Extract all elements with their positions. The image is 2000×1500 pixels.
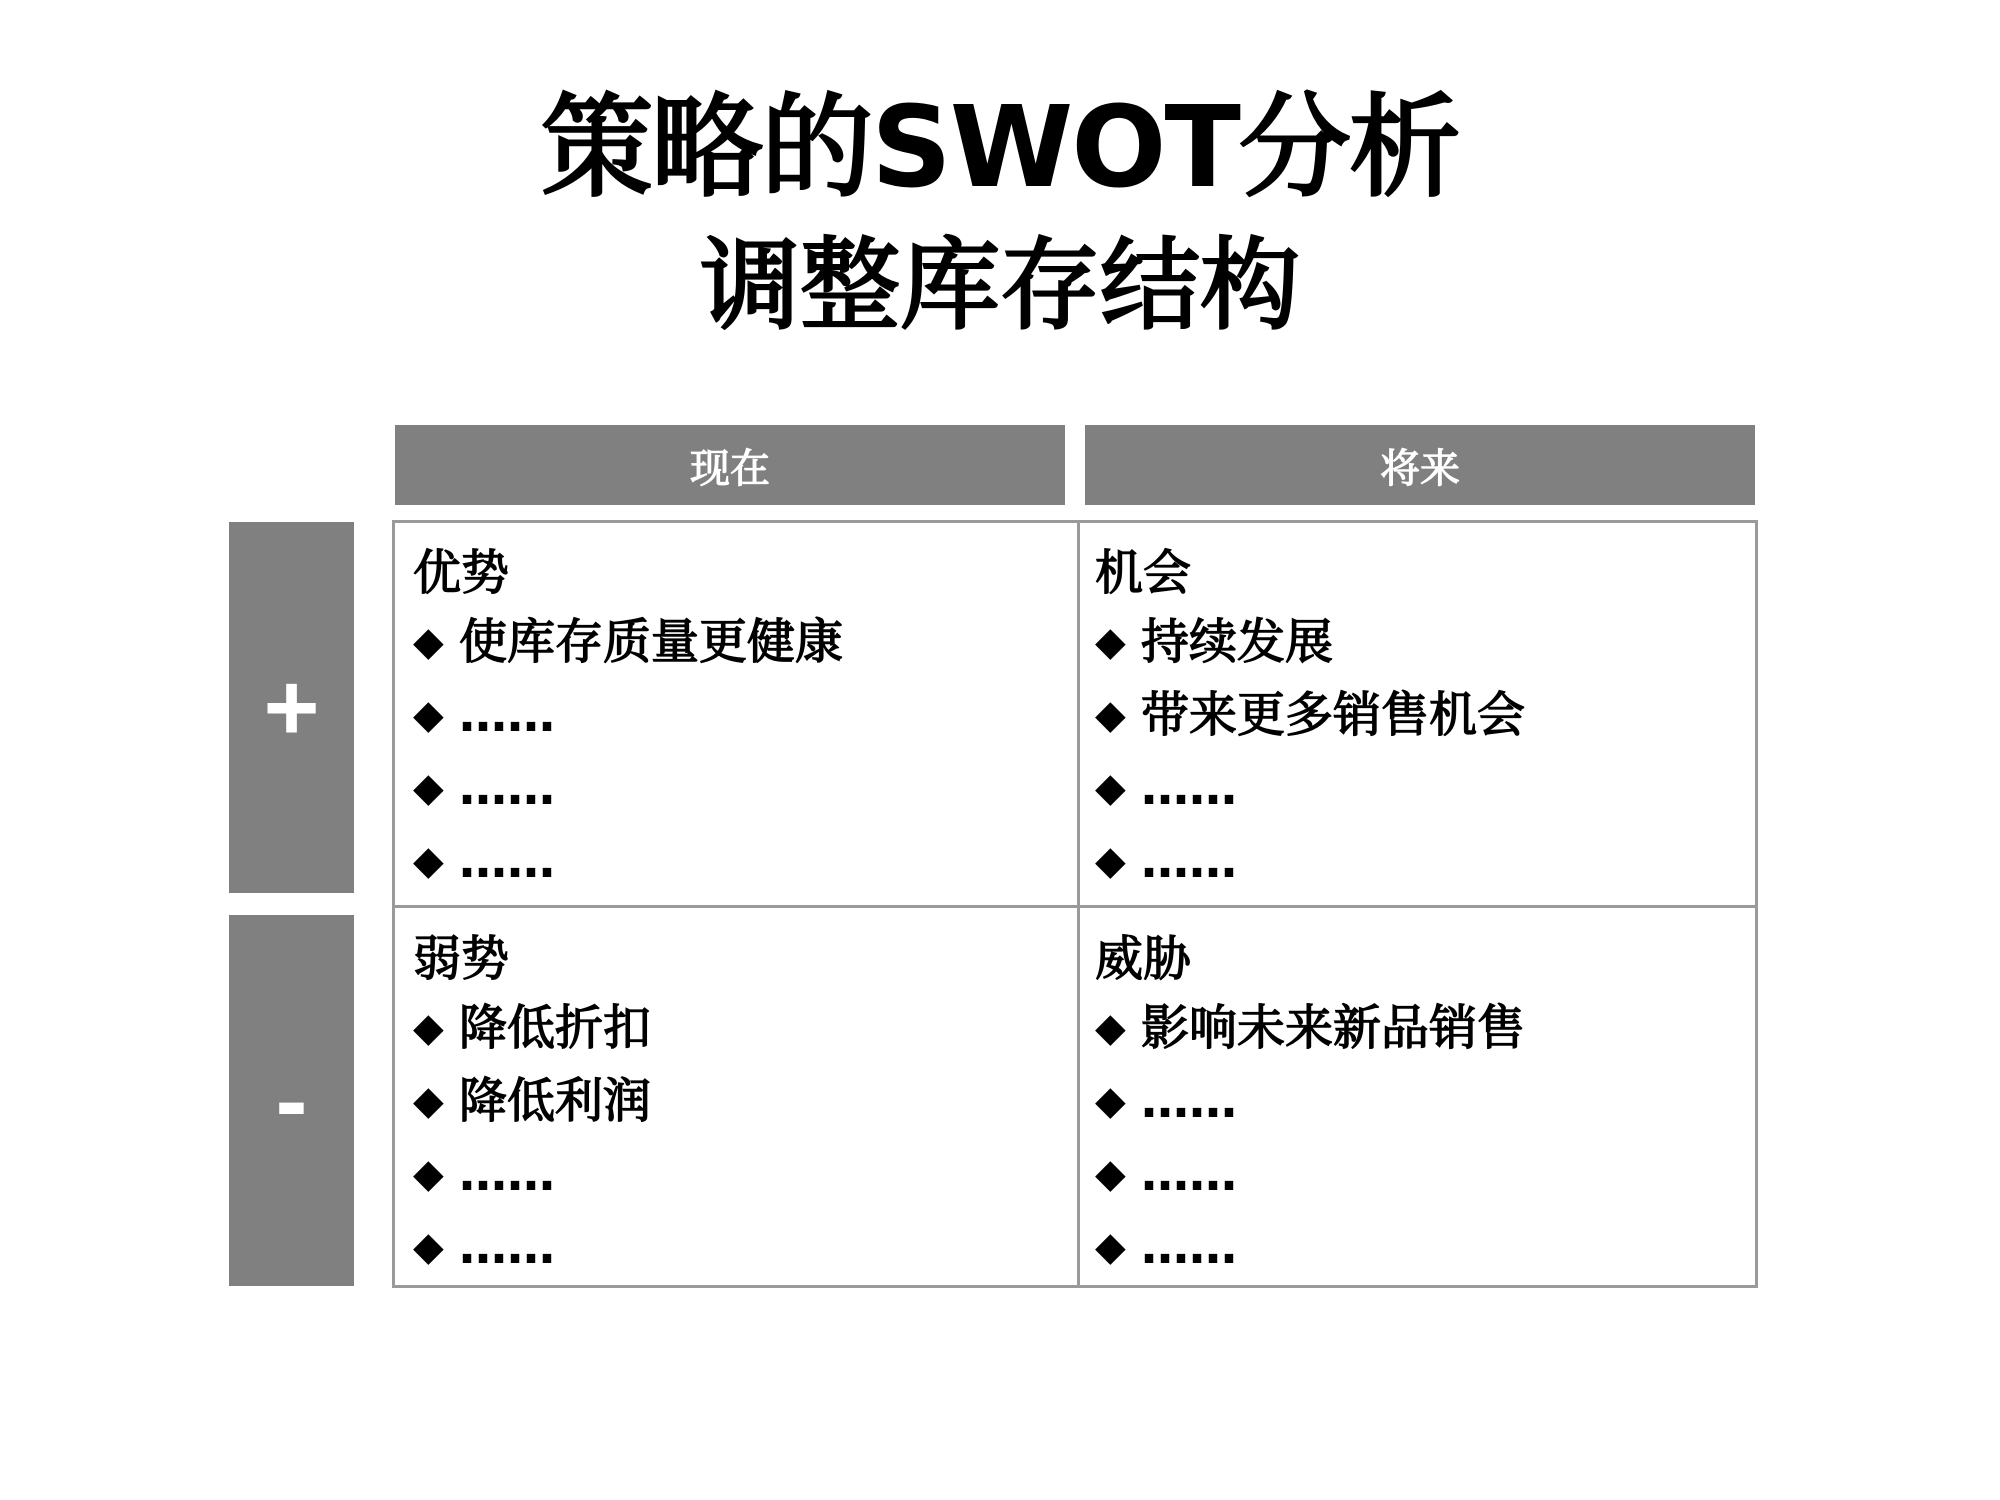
list-item-text: 降低利润 — [459, 1072, 652, 1129]
list-item-text: …… — [459, 1145, 555, 1202]
diamond-bullet-icon: ◆ — [413, 1223, 444, 1270]
bullet-list — [1095, 991, 1735, 1283]
list-item-text: …… — [1141, 832, 1237, 889]
diamond-bullet-icon: ◆ — [1095, 1004, 1126, 1051]
list-item — [413, 824, 1053, 897]
grid-divider-horizontal — [395, 905, 1755, 908]
list-item — [413, 751, 1053, 824]
list-item-text: 带来更多销售机会 — [1141, 686, 1526, 743]
column-header-future: 将来 — [1085, 425, 1755, 505]
diamond-bullet-icon: ◆ — [1095, 764, 1126, 811]
list-item-text: 持续发展 — [1141, 613, 1334, 670]
diamond-bullet-icon: ◆ — [413, 691, 444, 738]
list-item-text: 使库存质量更健康 — [459, 613, 844, 670]
diamond-bullet-icon: ◆ — [1095, 1223, 1126, 1270]
bullet-list — [1095, 605, 1735, 897]
diamond-bullet-icon: ◆ — [413, 1004, 444, 1051]
row-label-positive: + — [229, 522, 354, 893]
list-item — [1095, 605, 1735, 678]
diamond-bullet-icon: ◆ — [413, 618, 444, 665]
list-item — [413, 605, 1053, 678]
diamond-bullet-icon: ◆ — [1095, 691, 1126, 738]
swot-grid — [392, 520, 1758, 1288]
list-item-text: …… — [459, 686, 555, 743]
quadrant-opportunities — [1095, 541, 1735, 897]
quadrant-weaknesses — [413, 927, 1053, 1283]
quadrant-title-strengths: 优势 — [413, 545, 510, 601]
quadrant-threats — [1095, 927, 1735, 1283]
list-item-text: …… — [1141, 1218, 1237, 1275]
page-title: 策略的SWOT分析 — [541, 83, 1459, 213]
list-item — [1095, 1137, 1735, 1210]
diamond-bullet-icon: ◆ — [413, 1077, 444, 1124]
list-item-text: …… — [459, 1218, 555, 1275]
list-item — [413, 991, 1053, 1064]
quadrant-title-opportunities: 机会 — [1095, 545, 1192, 601]
list-item-text: …… — [1141, 1145, 1237, 1202]
quadrant-strengths — [413, 541, 1053, 897]
list-item-text: …… — [459, 832, 555, 889]
list-item-text: …… — [1141, 1072, 1237, 1129]
list-item-text: …… — [1141, 759, 1237, 816]
list-item — [1095, 824, 1735, 897]
diamond-bullet-icon: ◆ — [413, 1150, 444, 1197]
list-item — [1095, 991, 1735, 1064]
list-item — [1095, 1210, 1735, 1283]
page-subtitle: 调整库存结构 — [700, 227, 1300, 344]
list-item — [413, 1137, 1053, 1210]
list-item — [1095, 751, 1735, 824]
bullet-list — [413, 991, 1053, 1283]
list-item — [1095, 1064, 1735, 1137]
grid-divider-vertical — [1077, 523, 1080, 1285]
diamond-bullet-icon: ◆ — [413, 764, 444, 811]
bullet-list — [413, 605, 1053, 897]
list-item — [413, 1210, 1053, 1283]
diamond-bullet-icon: ◆ — [1095, 1077, 1126, 1124]
list-item-text: 影响未来新品销售 — [1141, 999, 1526, 1056]
list-item — [1095, 678, 1735, 751]
diamond-bullet-icon: ◆ — [1095, 618, 1126, 665]
diamond-bullet-icon: ◆ — [413, 837, 444, 884]
column-header-now: 现在 — [395, 425, 1065, 505]
list-item-text: …… — [459, 759, 555, 816]
diamond-bullet-icon: ◆ — [1095, 1150, 1126, 1197]
quadrant-title-weaknesses: 弱势 — [413, 931, 510, 987]
diamond-bullet-icon: ◆ — [1095, 837, 1126, 884]
list-item — [413, 678, 1053, 751]
quadrant-title-threats: 威胁 — [1095, 931, 1192, 987]
row-label-negative: - — [229, 915, 354, 1286]
list-item — [413, 1064, 1053, 1137]
list-item-text: 降低折扣 — [459, 999, 652, 1056]
